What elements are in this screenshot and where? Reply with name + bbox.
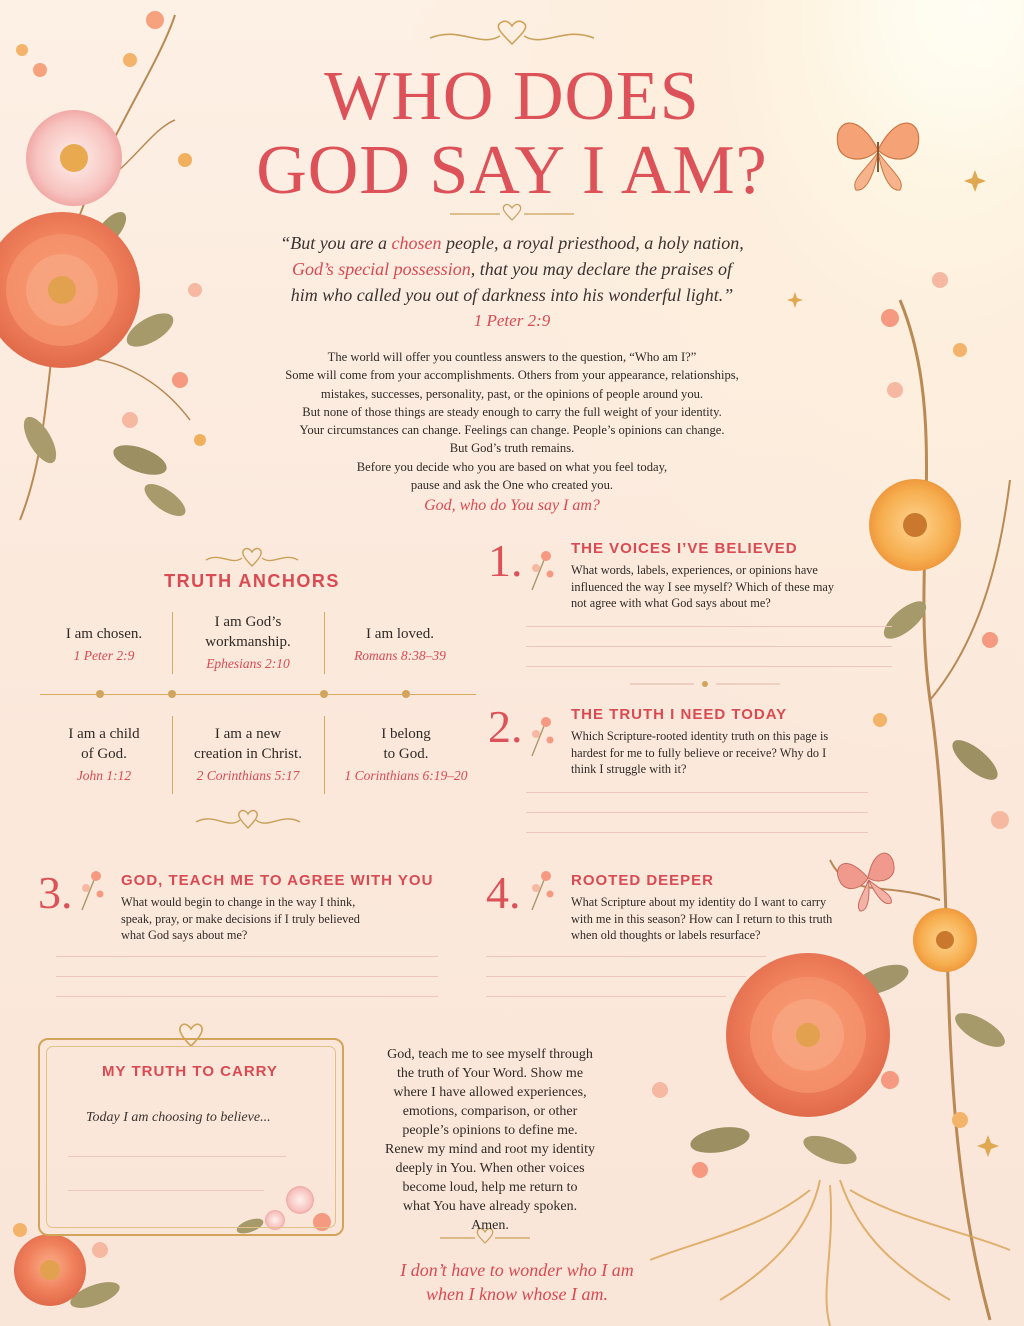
- verse-text: people, a royal priesthood, a holy nation,: [441, 233, 744, 253]
- verse-highlight: chosen: [391, 233, 442, 253]
- writing-line[interactable]: [486, 996, 726, 997]
- anchor-grid-divider: [324, 612, 325, 674]
- prompt-number: 4.: [486, 867, 521, 918]
- prompt-number: 3.: [38, 867, 73, 918]
- prayer-line: deeply in You. When other voices: [395, 1161, 585, 1176]
- truth-anchor-item: [184, 724, 312, 784]
- page-title-line-2: GOD SAY I AM?: [256, 132, 768, 209]
- writing-line[interactable]: [526, 626, 892, 627]
- closing-quote-line: when I know whose I am.: [426, 1284, 608, 1304]
- anchor-reference: 2 Corinthians 5:17: [196, 768, 300, 783]
- prompt-line: What would begin to change in the way I think,: [121, 895, 356, 909]
- prayer-line: become loud, help me return to: [402, 1180, 578, 1195]
- verse-text: “But you are a: [280, 233, 392, 253]
- prayer-line: emotions, comparison, or other: [402, 1104, 578, 1119]
- intro-line: The world will offer you countless answers to the question, “Who am I?”: [327, 350, 697, 364]
- prompt-line: speak, pray, or make decisions if I truly believed: [121, 911, 360, 926]
- intro-line: But none of those things are steady enough to carry the full weight of your identity.: [302, 404, 722, 419]
- truth-anchor-item: [40, 624, 168, 664]
- prompt-line: Which Scripture-rooted identity truth on this page is: [571, 729, 829, 743]
- writing-line[interactable]: [526, 666, 892, 667]
- prayer-line: where I have allowed experiences,: [393, 1085, 587, 1100]
- prayer-line: people’s opinions to define me.: [402, 1123, 578, 1138]
- writing-line[interactable]: [68, 1156, 286, 1157]
- truth-anchors-title: TRUTH ANCHORS: [164, 571, 340, 591]
- anchor-statement: I am loved.: [366, 626, 434, 642]
- prompt-question: [571, 894, 891, 944]
- anchor-statement: workmanship.: [205, 634, 291, 650]
- truth-anchor-item: [40, 724, 168, 784]
- intro-line: pause and ask the One who created you.: [410, 478, 614, 493]
- prompt-line: when old thoughts or labels resurface?: [571, 928, 761, 942]
- prayer-line: Renew my mind and root my identity: [385, 1142, 595, 1157]
- prompt-title: THE VOICES I’VE BELIEVED: [571, 540, 798, 557]
- intro-closing-question: God, who do You say I am?: [424, 497, 600, 514]
- closing-quote-line: I don’t have to wonder who I am: [400, 1260, 634, 1280]
- prompt-line: with me in this season? How can I return to this truth: [571, 911, 833, 926]
- truth-anchor-item: [184, 612, 312, 672]
- anchor-grid-divider: [324, 716, 325, 794]
- writing-line[interactable]: [56, 956, 438, 957]
- prayer-line: the truth of Your Word. Show me: [396, 1066, 584, 1081]
- anchor-reference: Romans 8:38–39: [354, 648, 446, 663]
- prompt-line: influenced the way I see myself? Which of these may: [571, 579, 835, 594]
- prompt-question: [571, 728, 891, 778]
- writing-line[interactable]: [56, 996, 438, 997]
- anchors-top-flourish: [206, 549, 298, 566]
- prayer-line: Amen.: [471, 1218, 509, 1233]
- prompt-question: [571, 562, 891, 612]
- anchor-reference: Ephesians 2:10: [206, 656, 290, 671]
- writing-line[interactable]: [526, 832, 868, 833]
- prompt-question: [121, 894, 441, 944]
- prompt-number: 1.: [488, 535, 523, 586]
- intro-line: But God’s truth remains.: [449, 441, 575, 456]
- writing-line[interactable]: [526, 646, 892, 647]
- page-title-line-1: WHO DOES: [324, 58, 700, 135]
- writing-line[interactable]: [486, 956, 766, 957]
- anchor-reference: 1 Peter 2:9: [73, 648, 135, 663]
- writing-line[interactable]: [56, 976, 438, 977]
- truth-to-carry-title: MY TRUTH TO CARRY: [102, 1063, 278, 1080]
- prompt-line: hardest for me to fully believe or receive? Why do I: [571, 745, 827, 760]
- prompt-title: THE TRUTH I NEED TODAY: [571, 706, 788, 723]
- writing-line[interactable]: [526, 792, 868, 793]
- prompt-title: GOD, TEACH ME TO AGREE WITH YOU: [121, 872, 434, 889]
- prayer-line: God, teach me to see myself through: [387, 1047, 593, 1062]
- anchor-grid-divider: [40, 694, 476, 695]
- anchor-statement: I am God’s: [214, 614, 282, 630]
- writing-line[interactable]: [68, 1190, 264, 1191]
- anchor-statement: creation in Christ.: [194, 746, 302, 762]
- anchor-grid-divider: [172, 612, 173, 674]
- prompt-number: 2.: [488, 701, 523, 752]
- prompt-title: ROOTED DEEPER: [571, 872, 715, 889]
- prompt-line: What words, labels, experiences, or opinions have: [571, 563, 818, 577]
- bottom-left-floral: [13, 1223, 123, 1313]
- verse-text: , that you may declare the praises of: [470, 259, 732, 279]
- intro-paragraph: [240, 348, 784, 494]
- truth-anchor-item: [336, 724, 476, 784]
- writing-line[interactable]: [526, 812, 868, 813]
- verse-text: him who called you out of darkness into his wonderful light.”: [290, 285, 734, 305]
- anchor-reference: 1 Corinthians 6:19–20: [344, 768, 468, 783]
- verse-reference: 1 Peter 2:9: [473, 311, 551, 330]
- truth-to-carry-prompt: Today I am choosing to believe...: [86, 1110, 271, 1125]
- left-floral-cluster: [0, 11, 206, 522]
- closing-quote: [300, 1258, 734, 1306]
- anchor-grid-divider: [172, 716, 173, 794]
- truth-anchor-item: [336, 624, 464, 664]
- writing-line[interactable]: [486, 976, 746, 977]
- intro-line: Your circumstances can change. Feelings can change. People’s opinions can change.: [299, 423, 725, 438]
- prompt-line: What Scripture about my identity do I want to carry: [571, 895, 827, 909]
- verse-highlight: God’s special possession: [292, 259, 471, 279]
- prompt-line: think I struggle with it?: [571, 762, 687, 776]
- anchors-bottom-flourish: [196, 811, 300, 828]
- prompt-line: what God says about me?: [121, 928, 248, 942]
- page-title: [230, 60, 794, 208]
- anchor-statement: I am chosen.: [65, 626, 143, 642]
- prayer-line: what You have already spoken.: [402, 1199, 578, 1214]
- anchor-statement: to God.: [383, 746, 429, 762]
- prompt-line: not agree with what God says about me?: [571, 596, 771, 610]
- prompt-divider: [630, 681, 780, 687]
- intro-line: Some will come from your accomplishments. Others from your appearance, relationships,: [285, 368, 739, 383]
- anchor-statement: I am a new: [214, 726, 282, 742]
- scripture-verse: [250, 230, 774, 308]
- intro-line: Before you decide who you are based on what you feel today,: [356, 459, 668, 474]
- anchor-statement: I am a child: [68, 726, 140, 742]
- prayer-paragraph: [362, 1045, 618, 1235]
- top-heart-flourish: [430, 21, 594, 44]
- intro-line: mistakes, successes, personality, past, or the opinions of people around you.: [320, 386, 704, 401]
- anchor-statement: I belong: [381, 726, 431, 742]
- anchor-statement: of God.: [81, 746, 127, 762]
- anchor-reference: John 1:12: [76, 768, 132, 783]
